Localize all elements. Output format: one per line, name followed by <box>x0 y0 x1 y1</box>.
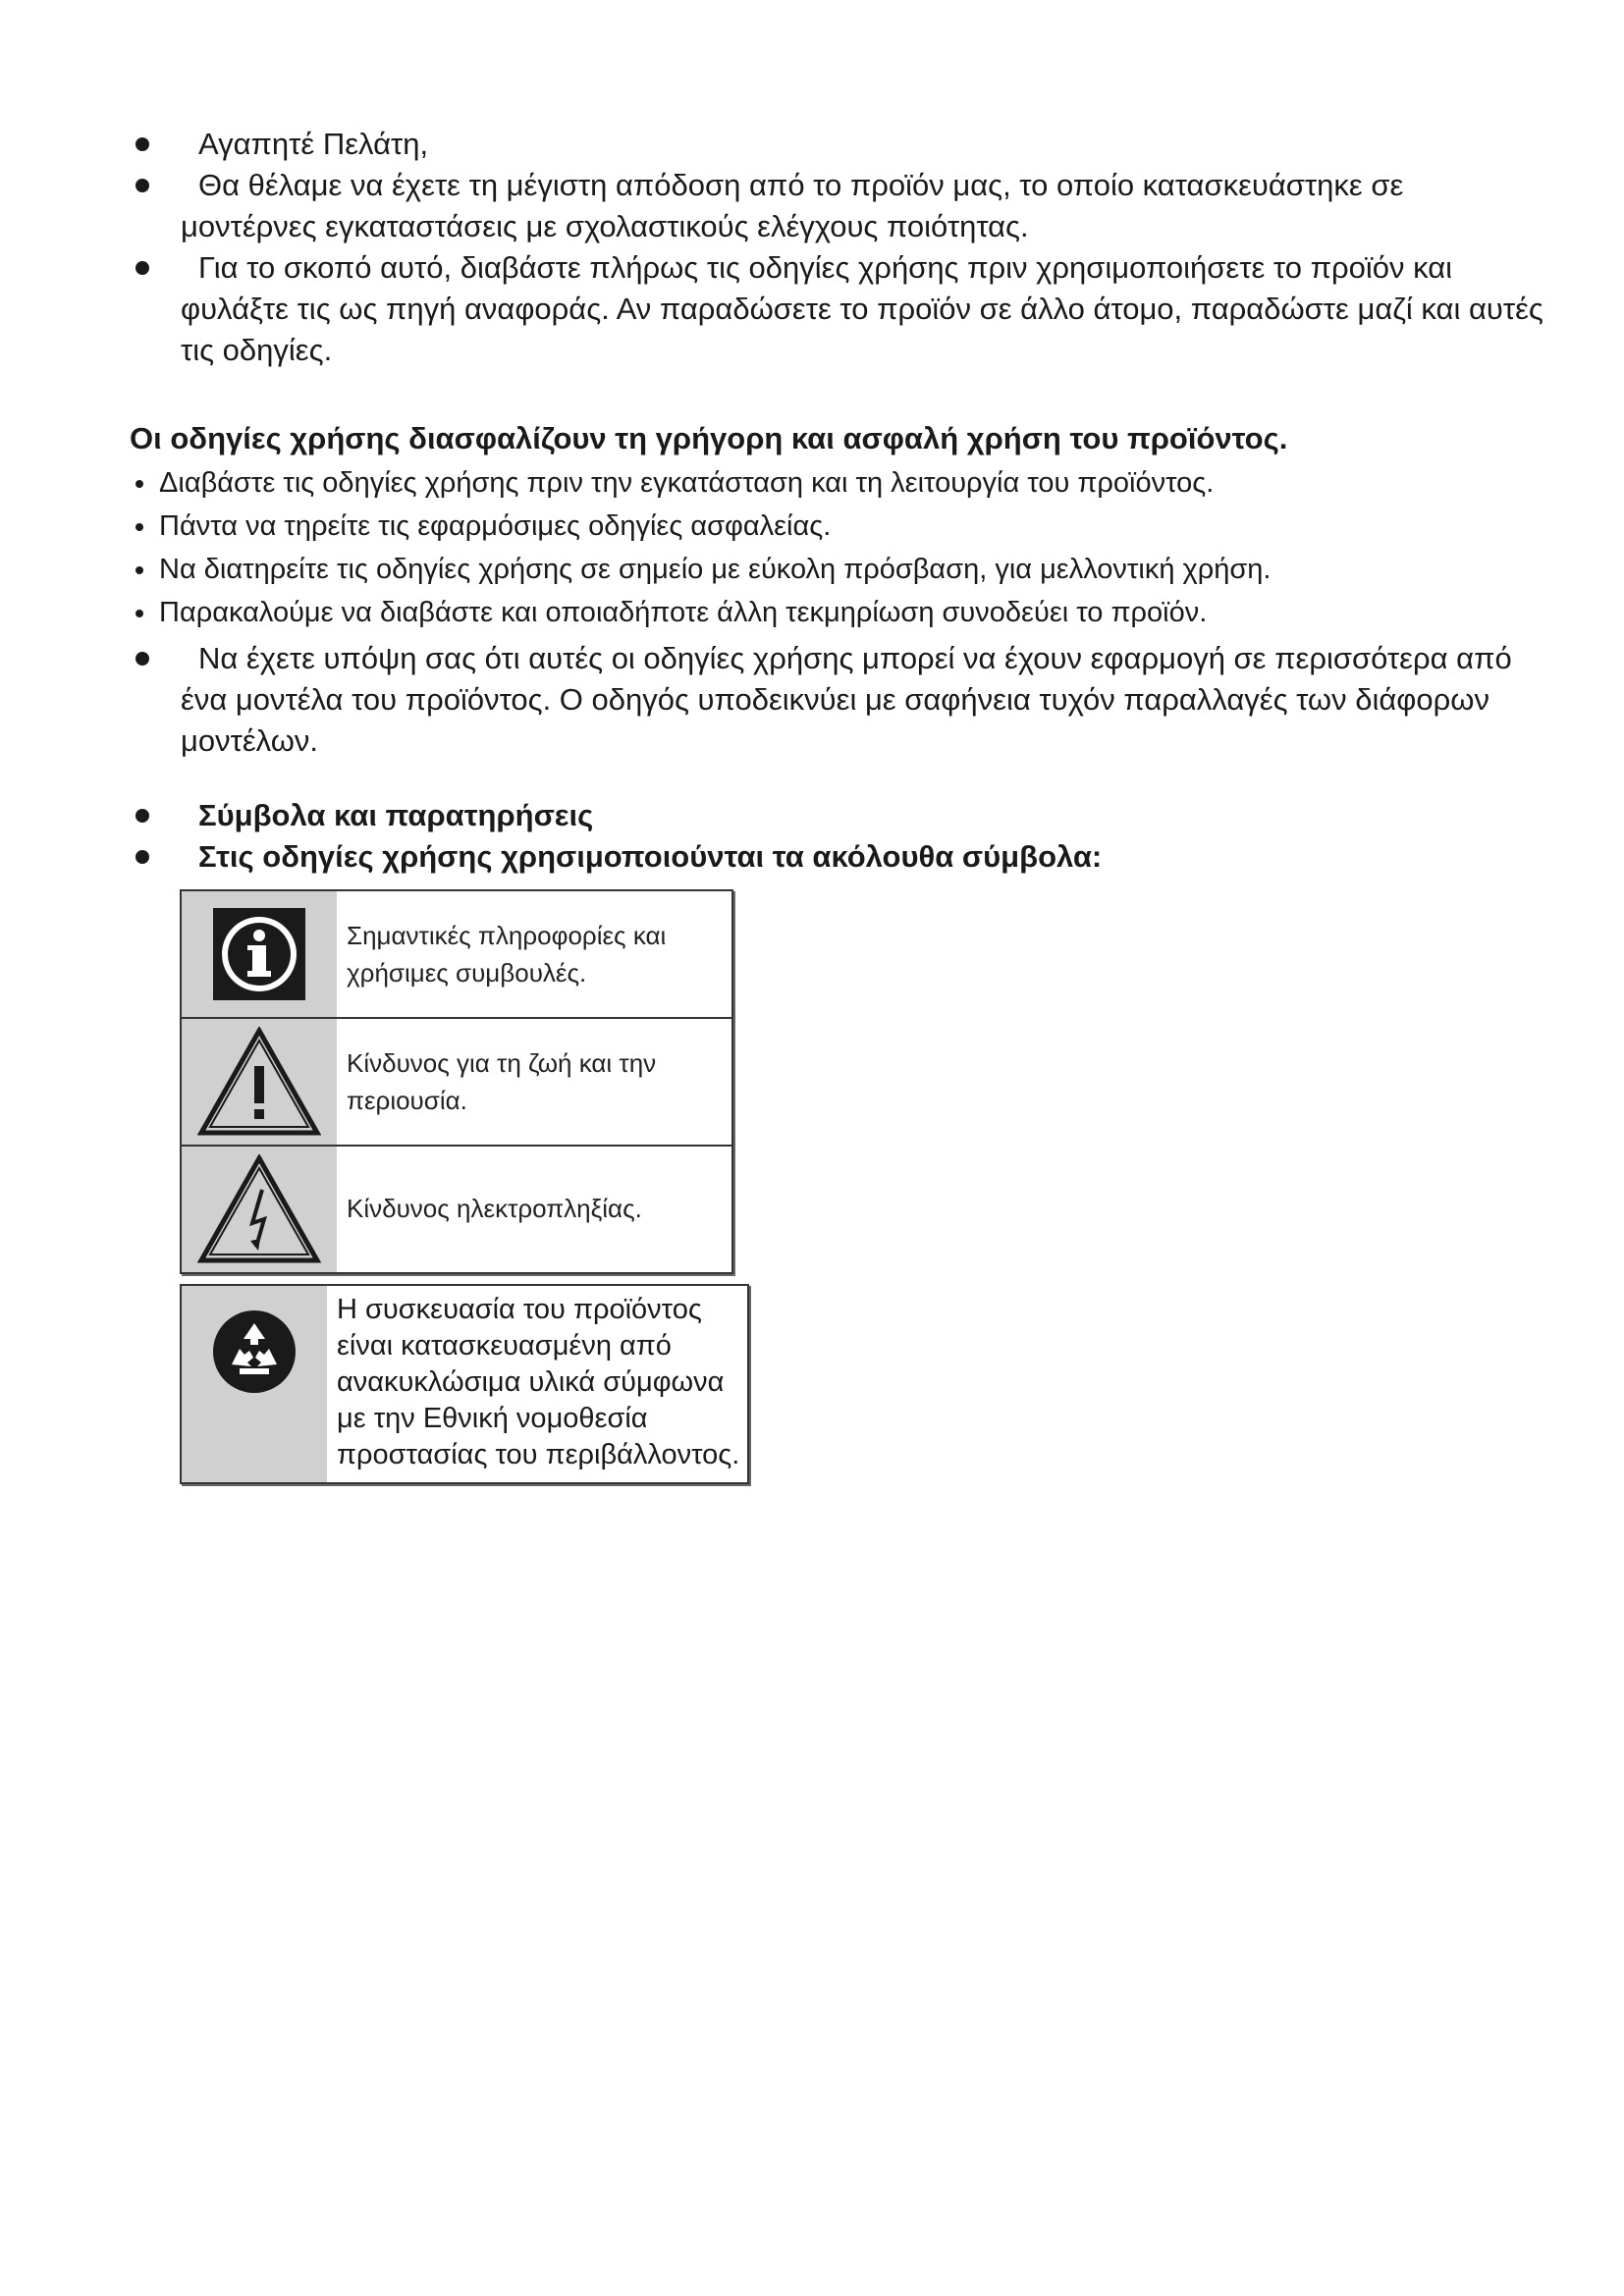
bullet-icon <box>135 652 149 666</box>
symbol-warning-text: Κίνδυνος για τη ζωή και την περιουσία. <box>347 1048 657 1115</box>
symbols-title <box>130 795 1308 836</box>
list-item-text: Παρακαλούμε να διαβάστε και οποιαδήποτε άλλη τεκμηρίωση συνοδεύει το προϊόν. <box>159 597 1208 628</box>
small-bullet-icon <box>135 610 143 617</box>
bullet-icon <box>135 261 149 275</box>
list-item <box>130 505 1563 548</box>
info-icon <box>213 908 305 1000</box>
recycle-text: Η συσκευασία του προϊόντος είναι κατασκευασμένη από ανακυκλώσιμα υλικά σύμφωνα με την Εθνική νομοθεσία προστασίας του περιβάλλοντος. <box>337 1294 740 1470</box>
bullet-icon <box>135 850 149 864</box>
symbols-title-text: Σύμβολα και παρατηρήσεις <box>198 798 594 832</box>
symbol-row-electric <box>182 1147 731 1272</box>
list-item-text: Διαβάστε τις οδηγίες χρήσης πριν την εγκατάσταση και τη λειτουργία του προϊόντος. <box>159 467 1215 499</box>
recycle-notice <box>180 1284 749 1484</box>
electric-shock-icon <box>197 1154 321 1264</box>
intro-paragraph-1 <box>130 165 1543 247</box>
list-item <box>130 548 1563 591</box>
bullet-icon <box>135 809 149 823</box>
symbol-info-text: Σημαντικές πληροφορίες και χρήσιμες συμβουλές. <box>347 921 667 988</box>
paragraph-text: Για το σκοπό αυτό, διαβάστε πλήρως τις οδηγίες χρήσης πριν χρησιμοποιήσετε το προϊόν και φυλάξτε τις ως πηγή αναφοράς. Αν παραδώσετε το προϊόν σε άλλο άτομο, παραδώστε μαζί και αυτές τις οδηγίες. <box>181 250 1543 367</box>
symbols-intro <box>130 836 1308 878</box>
paragraph-text: Θα θέλαμε να έχετε τη μέγιστη απόδοση από το προϊόν μας, το οποίο κατασκευάστηκε σε μοντέρνες εγκαταστάσεις με σχολαστικούς ελέγχους ποιότητας. <box>181 168 1404 243</box>
symbol-electric-text: Κίνδυνος ηλεκτροπληξίας. <box>347 1194 642 1223</box>
warning-icon <box>197 1027 321 1137</box>
small-bullet-icon <box>135 480 143 488</box>
small-bullet-icon <box>135 523 143 531</box>
intro-greeting <box>130 124 1543 165</box>
small-bullet-icon <box>135 566 143 574</box>
symbols-intro-list <box>130 795 1308 878</box>
section-heading: Οι οδηγίες χρήσης διασφαλίζουν τη γρήγορη και ασφαλή χρήση του προϊόντος. <box>130 421 1288 455</box>
bullet-icon <box>135 179 149 192</box>
intro-paragraph-2 <box>130 247 1543 371</box>
symbol-row-info <box>182 891 731 1019</box>
bullet-icon <box>135 137 149 151</box>
greeting-text: Αγαπητέ Πελάτη, <box>198 127 429 161</box>
list-item-text: Πάντα να τηρείτε τις εφαρμόσιμες οδηγίες ασφαλείας. <box>159 510 832 542</box>
intro-list <box>130 124 1543 371</box>
instructions-list <box>130 461 1563 762</box>
symbols-table <box>180 889 733 1274</box>
symbols-intro-text: Στις οδηγίες χρήσης χρησιμοποιούνται τα ακόλουθα σύμβολα: <box>198 839 1103 874</box>
list-item <box>130 461 1563 505</box>
recycle-icon <box>212 1309 297 1394</box>
list-item-text: Να διατηρείτε τις οδηγίες χρήσης σε σημείο με εύκολη πρόσβαση, για μελλοντική χρήση. <box>159 554 1272 585</box>
list-item <box>130 591 1563 634</box>
symbol-row-warning <box>182 1019 731 1147</box>
note-text: Να έχετε υπόψη σας ότι αυτές οι οδηγίες χρήσης μπορεί να έχουν εφαρμογή σε περισσότερα από ένα μοντέλα του προϊόντος. Ο οδηγός υποδεικνύει με σαφήνεια τυχόν παραλλαγές των διάφορων μοντέλων. <box>181 641 1512 758</box>
models-note <box>130 638 1563 762</box>
